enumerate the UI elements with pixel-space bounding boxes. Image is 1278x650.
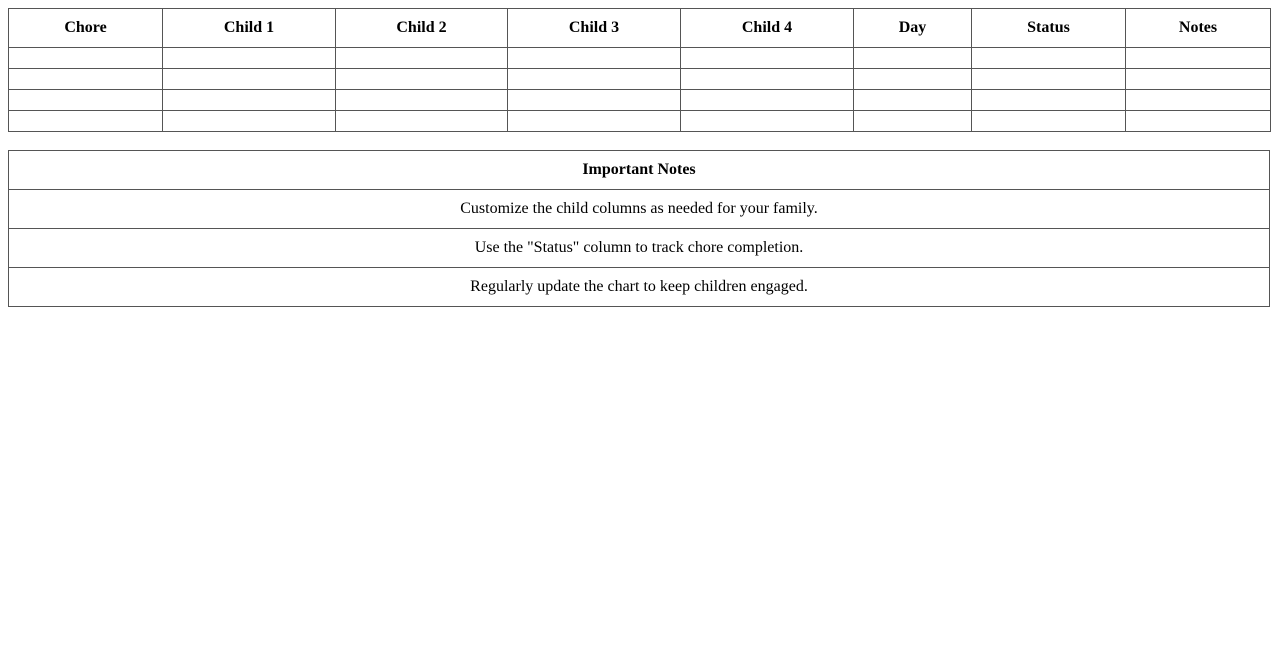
header-child-4: Child 4 (681, 9, 854, 48)
table-cell (508, 69, 681, 90)
table-cell (9, 111, 163, 132)
table-cell (681, 48, 854, 69)
table-cell (163, 90, 336, 111)
table-cell (163, 69, 336, 90)
chore-table-header-row (9, 9, 1271, 48)
table-cell (336, 90, 508, 111)
header-child-1: Child 1 (163, 9, 336, 48)
table-cell (681, 69, 854, 90)
table-cell (972, 90, 1126, 111)
table-cell (854, 90, 972, 111)
table-cell (336, 48, 508, 69)
note-text: Regularly update the chart to keep children engaged. (9, 268, 1270, 307)
important-notes-table (8, 150, 1270, 307)
header-day: Day (854, 9, 972, 48)
header-status: Status (972, 9, 1126, 48)
table-cell (9, 48, 163, 69)
table-cell (336, 111, 508, 132)
table-cell (1126, 69, 1271, 90)
header-child-2: Child 2 (336, 9, 508, 48)
table-cell (854, 111, 972, 132)
table-cell (163, 48, 336, 69)
note-text: Use the "Status" column to track chore completion. (9, 229, 1270, 268)
table-cell (9, 69, 163, 90)
list-item (9, 229, 1270, 268)
table-cell (854, 48, 972, 69)
list-item (9, 190, 1270, 229)
notes-header-row (9, 151, 1270, 190)
table-cell (1126, 111, 1271, 132)
table-row (9, 48, 1271, 69)
table-cell (1126, 48, 1271, 69)
header-child-3: Child 3 (508, 9, 681, 48)
table-cell (681, 111, 854, 132)
table-cell (972, 69, 1126, 90)
table-cell (508, 90, 681, 111)
table-cell (1126, 90, 1271, 111)
header-notes: Notes (1126, 9, 1271, 48)
list-item (9, 268, 1270, 307)
chore-chart-table (8, 8, 1271, 132)
table-cell (508, 48, 681, 69)
header-chore: Chore (9, 9, 163, 48)
table-cell (336, 69, 508, 90)
table-row (9, 111, 1271, 132)
table-cell (972, 111, 1126, 132)
notes-title: Important Notes (9, 151, 1270, 190)
table-cell (163, 111, 336, 132)
table-cell (854, 69, 972, 90)
table-row (9, 90, 1271, 111)
table-cell (681, 90, 854, 111)
table-cell (9, 90, 163, 111)
table-cell (508, 111, 681, 132)
table-row (9, 69, 1271, 90)
table-cell (972, 48, 1126, 69)
note-text: Customize the child columns as needed for your family. (9, 190, 1270, 229)
